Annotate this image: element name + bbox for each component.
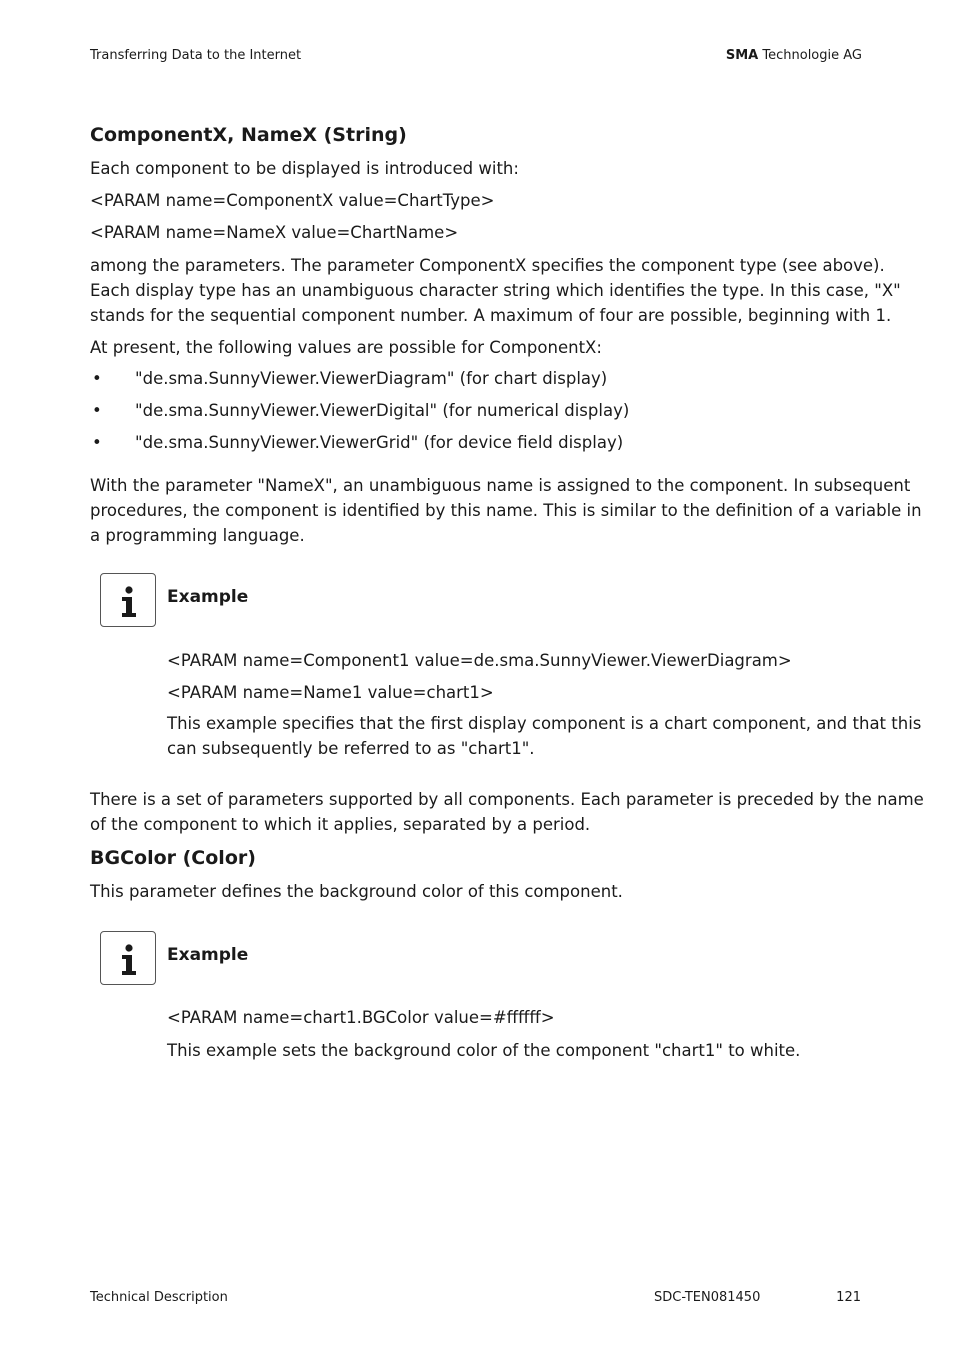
code-line: <PARAM name=Name1 value=chart1> [167,683,494,702]
paragraph-line: procedures, the component is identified by this name. This is similar to the definition of a variable in [90,501,922,520]
code-line: <PARAM name=Component1 value=de.sma.SunnyViewer.ViewerDiagram> [167,651,792,670]
list-item [0,430,954,455]
paragraph: At present, the following values are possible for ComponentX: [90,338,602,357]
paragraph: This example sets the background color of the component "chart1" to white. [167,1041,801,1060]
footer-doc-id: SDC-TEN081450 [654,1290,761,1305]
paragraph: This parameter defines the background color of this component. [90,882,623,901]
paragraph-line: With the parameter "NameX", an unambiguous name is assigned to the component. In subsequent [90,476,911,495]
bullet-dot: • [92,369,102,388]
footer-left: Technical Description [90,1290,228,1305]
paragraph-line: stands for the sequential component number. A maximum of four are possible, beginning with 1. [90,306,892,325]
paragraph-line: Each display type has an unambiguous character string which identifies the type. In this case, "X" [90,281,901,300]
example-label: Example [167,945,249,965]
section-title-bgcolor: BGColor (Color) [90,847,256,869]
paragraph: Each component to be displayed is introduced with: [90,159,519,178]
code-line: <PARAM name=NameX value=ChartName> [90,223,459,242]
paragraph-line: of the component to which it applies, separated by a period. [90,815,591,834]
section-title-componentx: ComponentX, NameX (String) [90,124,407,146]
brand-suffix: Technologie AG [758,48,862,63]
bullet-dot: • [92,401,102,420]
list-item [0,366,954,391]
code-line: <PARAM name=chart1.BGColor value=#ffffff> [167,1008,555,1027]
bullet-dot: • [92,433,102,452]
list-item-text: "de.sma.SunnyViewer.ViewerGrid" (for device field display) [135,433,624,452]
page-number: 121 [836,1290,861,1305]
list-item [0,398,954,423]
paragraph-line: a programming language. [90,526,305,545]
header-brand [726,48,862,63]
list-item-text: "de.sma.SunnyViewer.ViewerDiagram" (for chart display) [135,369,608,388]
paragraph-line: can subsequently be referred to as "chart1". [167,739,535,758]
info-icon [100,931,156,985]
code-line: <PARAM name=ComponentX value=ChartType> [90,191,495,210]
info-icon [100,573,156,627]
brand-name: SMA [725,48,759,63]
header-left: Transferring Data to the Internet [90,48,302,63]
paragraph-line: There is a set of parameters supported by all components. Each parameter is preceded by the name [90,790,924,809]
example-label: Example [167,587,249,607]
paragraph-line: among the parameters. The parameter ComponentX specifies the component type (see above). [90,256,885,275]
paragraph-line: This example specifies that the first display component is a chart component, and that this [167,714,922,733]
list-item-text: "de.sma.SunnyViewer.ViewerDigital" (for numerical display) [135,401,630,420]
